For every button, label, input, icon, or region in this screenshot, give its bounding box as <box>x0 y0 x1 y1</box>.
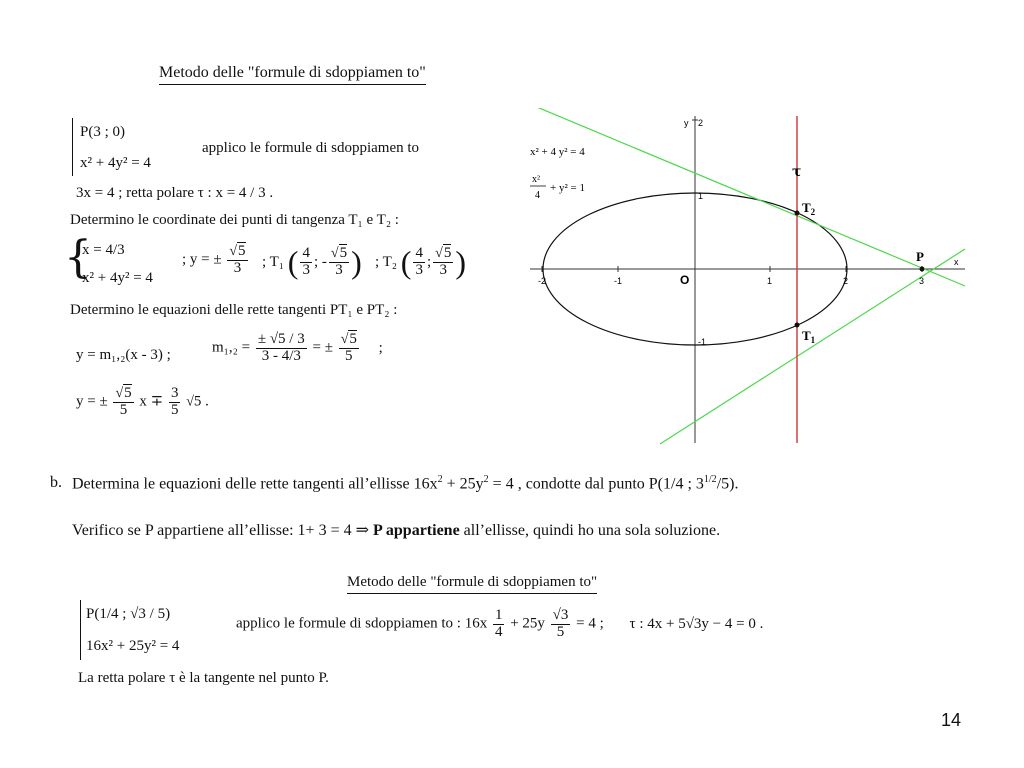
t1-point: ; T₁ ( $\frac{4}{3}$ ; - $\frac{√5}{3}$ ) <box>262 244 362 280</box>
t2-label: ; T₂ <box>375 253 398 270</box>
final-prefix: y = ± <box>76 393 108 410</box>
ellipse-graph <box>510 108 970 448</box>
final-tangents: y = ± $\frac{√5}{5}$ x ∓ $\frac{3}{5}$ √5 . <box>76 385 209 418</box>
tick-y-top: 2 <box>698 118 704 128</box>
tick-x2: 2 <box>843 276 849 286</box>
slope-result: $\frac{√5}{5}$ <box>340 331 357 364</box>
system2-line2: x² + 4y² = 4 <box>82 270 153 286</box>
top-system-bar <box>72 118 73 176</box>
bottom-system-point: P(1/4 ; √3 / 5) <box>86 606 171 622</box>
bottom-conclusion: La retta polare τ è la tangente nel punto P. <box>78 670 329 686</box>
three-den: 3 <box>233 259 242 276</box>
t1-x-frac: $\frac{4}{3}$ <box>302 245 310 278</box>
top-title: Metodo delle "formule di sdoppiamen to" <box>159 64 426 85</box>
tick-xm1: -1 <box>614 276 623 286</box>
slope-label: m₁,₂ = <box>212 339 251 356</box>
part-b-label: b. <box>50 474 62 491</box>
slope-end: ; <box>378 339 383 356</box>
bottom-frac2: $\frac{√3}{5}$ <box>552 607 569 640</box>
point-p <box>920 267 925 272</box>
origin-label: O <box>680 273 690 287</box>
t2-x-frac: $\frac{4}{3}$ <box>415 245 423 278</box>
verify-text: Verifico se P appartiene all’ellisse: 1+ 3 = 4 ⇒ P appartiene all’ellisse, quindi ho una sola soluzione. <box>72 522 721 539</box>
part-b-statement: Determina le equazioni delle rette tangenti all’ellisse $16x^2 + 25y^2 = 4$ , condotte dal punto P(1/4 ; $3^{1/2}/5$). <box>72 474 739 493</box>
t2-label-graph: $T_2$ <box>802 200 816 217</box>
axis-x-label: x <box>954 257 959 267</box>
graph-eq2-num: x² <box>532 174 540 185</box>
bottom-applico: applico le formule di sdoppiamen to : 16x $\frac{1}{4}$ + 25y $\frac{√3}{5}$ = 4 ; τ : 4x + 5√3y − 4 = 0 . <box>236 607 764 640</box>
bottom-system-equation: 16x² + 25y² = 4 <box>86 638 180 654</box>
tangent-line-equation: y = m₁,₂(x - 3) ; <box>76 347 171 363</box>
tick-x1: 1 <box>767 276 773 286</box>
sqrt5-num: 5 <box>238 243 246 259</box>
point-t1 <box>795 323 800 328</box>
y-solution-prefix: ; y = ± <box>182 251 222 268</box>
y-solution-fraction: $\frac{√5}{3}$ <box>229 243 246 276</box>
bottom-frac1: $\frac{1}{4}$ <box>494 607 503 640</box>
bottom-tau-equation: τ : 4x + 5√3y − 4 = 0 . <box>629 615 764 632</box>
slope-equation <box>212 332 383 365</box>
bottom-system-bar <box>80 600 81 660</box>
final-frac1: $\frac{√5}{5}$ <box>115 385 132 418</box>
top-system-equation: x² + 4y² = 4 <box>80 155 151 171</box>
tick-y1: 1 <box>698 191 704 201</box>
t2-point: ; T₂ ( $\frac{4}{3}$ ; $\frac{√5}{3}$ ) <box>375 244 466 280</box>
bottom-title: Metodo delle "formule di sdoppiamen to" <box>347 574 597 594</box>
slope-equals: = ± <box>312 339 333 356</box>
top-applico-text: applico le formule di sdoppiamen to <box>202 140 420 156</box>
tick-xm2: -2 <box>538 276 547 286</box>
system2-line1: x = 4/3 <box>82 242 125 258</box>
final-frac2: $\frac{3}{5}$ <box>170 385 179 418</box>
y-solution <box>182 244 250 277</box>
verify-bold: P appartiene <box>373 522 460 539</box>
axis-y-label: y <box>684 118 689 128</box>
system-brace: { <box>64 232 92 283</box>
determino-coordinate-text: Determino le coordinate dei punti di tangenza T₁ e T₂ : <box>70 212 399 228</box>
t2-y-frac: $\frac{√5}{3}$ <box>435 245 452 278</box>
t1-y-frac: $\frac{√5}{3}$ <box>330 245 348 278</box>
graph-eq2-den: 4 <box>535 190 540 201</box>
t1-label: ; T₁ <box>262 253 285 270</box>
t1-label-graph: $T_1$ <box>802 328 816 345</box>
determino-equazioni-text: Determino le equazioni delle rette tangenti PT₁ e PT₂ : <box>70 302 398 318</box>
tau-label: τ <box>792 164 802 180</box>
tick-ym1: -1 <box>698 337 707 347</box>
graph-eq1: x² + 4 y² = 4 <box>530 146 585 158</box>
graph-eq2-rest: + y² = 1 <box>550 182 585 194</box>
final-end: 5 . <box>193 393 209 410</box>
p-label-graph: P <box>916 249 924 264</box>
top-system-point: P(3 ; 0) <box>80 124 125 140</box>
final-mid: x ∓ <box>139 393 164 410</box>
polar-line-text: 3x = 4 ; retta polare τ : x = 4 / 3 . <box>76 185 274 201</box>
page-number: 14 <box>941 710 962 730</box>
slope-fraction: $\frac{\pm √5 / 3}{3 - 4/3}$ <box>257 331 305 364</box>
point-t2 <box>795 211 800 216</box>
tick-x3: 3 <box>919 276 925 286</box>
